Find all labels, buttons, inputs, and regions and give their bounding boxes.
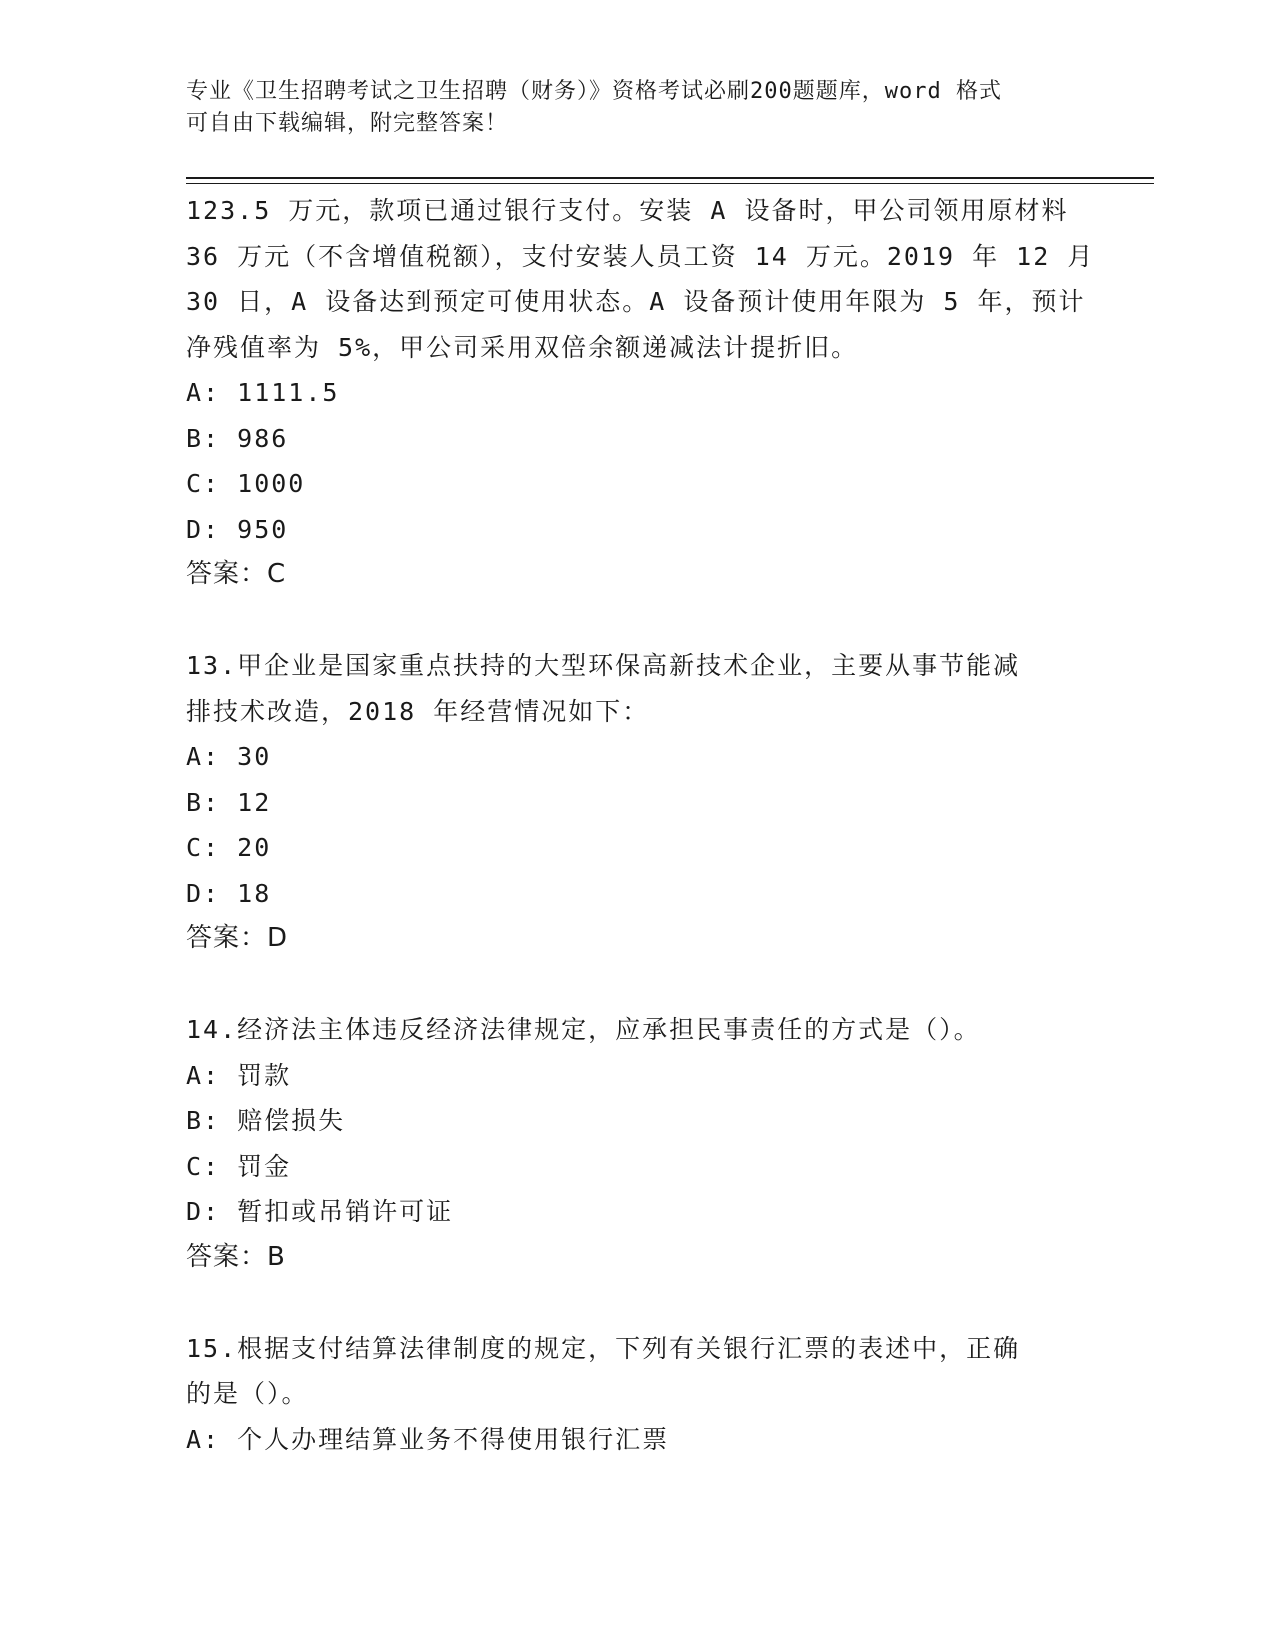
option-b: B: 赔偿损失 bbox=[186, 1106, 346, 1135]
option-c: C: 20 bbox=[186, 833, 272, 862]
option-d: D: 18 bbox=[186, 878, 272, 908]
header-line-2: 可自由下载编辑，附完整答案！ bbox=[186, 111, 509, 136]
option-a: A: 个人办理结算业务不得使用银行汇票 bbox=[186, 1424, 670, 1454]
option-a: A: 罚款 bbox=[186, 1060, 292, 1090]
answer-line: 答案：C bbox=[186, 559, 287, 589]
question-text-line: 36 万元（不含增值税额），支付安装人员工资 14 万元。2019 年 12 月 bbox=[186, 241, 1095, 271]
option-a: A: 1111.5 bbox=[186, 378, 340, 407]
option-d: D: 950 bbox=[186, 514, 289, 544]
header-line-1: 专业《卫生招聘考试之卫生招聘（财务）》资格考试必刷200题题库，word 格式 bbox=[186, 79, 1002, 104]
option-a: A: 30 bbox=[186, 742, 272, 771]
question-text-line: 排技术改造，2018 年经营情况如下： bbox=[186, 696, 650, 726]
option-b: B: 986 bbox=[186, 423, 289, 453]
question-text-line: 14.经济法主体违反经济法律规定，应承担民事责任的方式是（）。 bbox=[186, 1015, 981, 1044]
question-text-line: 30 日，A 设备达到预定可使用状态。A 设备预计使用年限为 5 年，预计 bbox=[186, 287, 1086, 316]
option-c: C: 1000 bbox=[186, 469, 306, 498]
question-text-line: 15.根据支付结算法律制度的规定，下列有关银行汇票的表述中，正确 bbox=[186, 1333, 1021, 1363]
answer-line: 答案：B bbox=[186, 1241, 286, 1272]
spacer bbox=[186, 1280, 1086, 1326]
question-text-line: 的是（）。 bbox=[186, 1379, 309, 1408]
document-body bbox=[186, 188, 1095, 1462]
option-c: C: 罚金 bbox=[186, 1151, 292, 1181]
question-13 bbox=[186, 643, 1086, 962]
option-b: B: 12 bbox=[186, 787, 272, 817]
header-divider-thick bbox=[186, 177, 1154, 179]
document-header bbox=[186, 76, 1086, 140]
question-text-line: 123.5 万元，款项已通过银行支付。安装 A 设备时，甲公司领用原材料 bbox=[186, 196, 1069, 225]
answer-line: 答案：D bbox=[186, 923, 289, 953]
question-14 bbox=[186, 1007, 1086, 1280]
spacer bbox=[186, 962, 1086, 1008]
question-text-line: 13.甲企业是国家重点扶持的大型环保高新技术企业，主要从事节能减 bbox=[186, 651, 1021, 680]
question-15 bbox=[186, 1326, 1086, 1463]
header-divider-thin bbox=[186, 183, 1154, 184]
question-12 bbox=[186, 188, 1095, 598]
spacer bbox=[186, 598, 1086, 644]
question-text-line: 净残值率为 5%，甲公司采用双倍余额递减法计提折旧。 bbox=[186, 332, 859, 362]
option-d: D: 暂扣或吊销许可证 bbox=[186, 1197, 454, 1226]
